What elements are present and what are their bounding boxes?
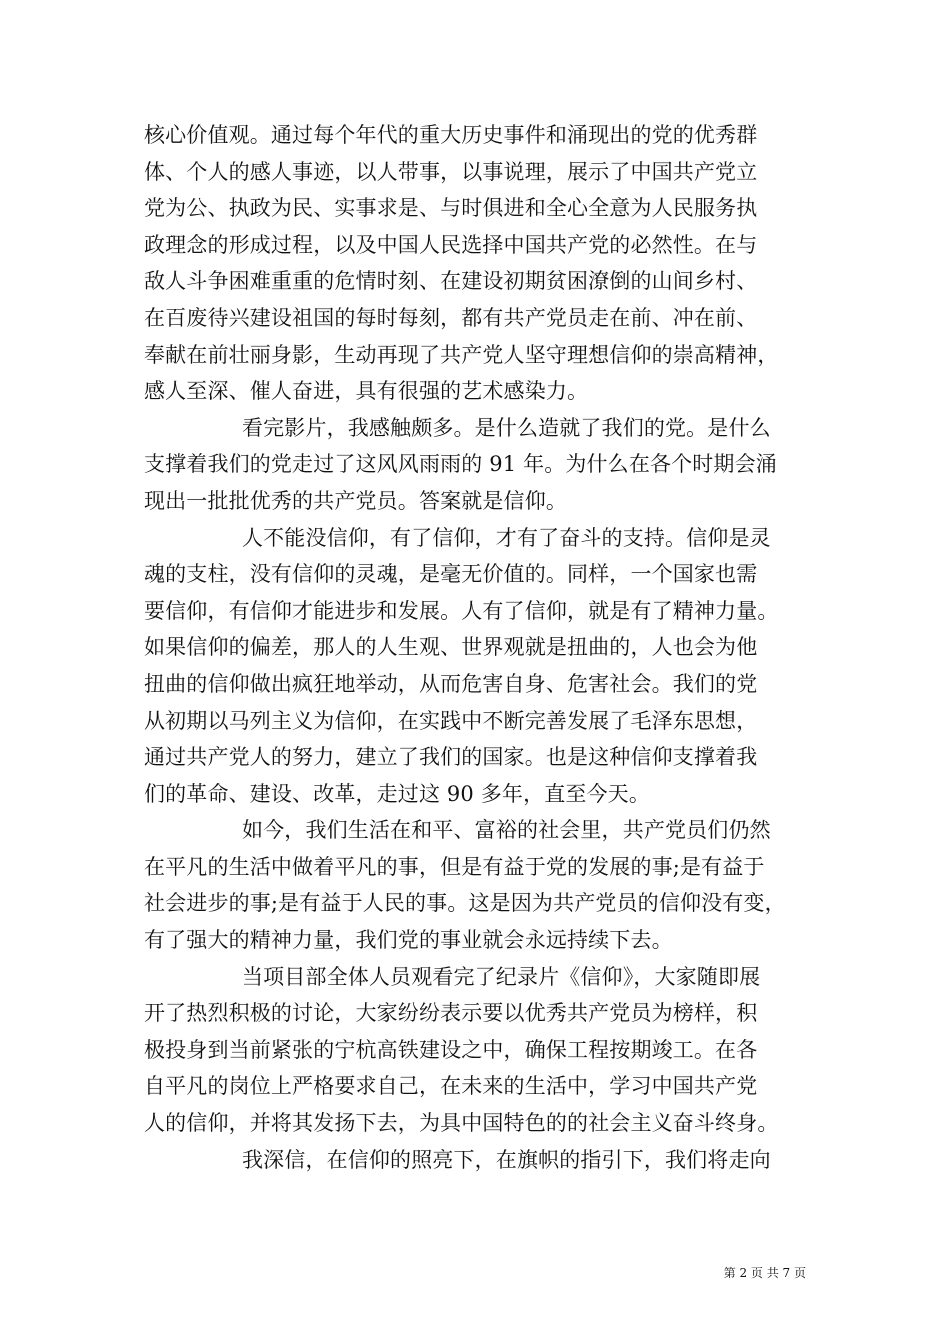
text-line: 社会进步的事;是有益于人民的事。这是因为共产党员的信仰没有变， bbox=[144, 891, 786, 916]
paragraph-start-line: 如今，我们生活在和平、富裕的社会里，共产党员们仍然 bbox=[242, 818, 771, 843]
text-line: 扭曲的信仰做出疯狂地举动，从而危害自身、危害社会。我们的党 bbox=[144, 671, 758, 696]
text-line: 极投身到当前紧张的宁杭高铁建设之中，确保工程按期竣工。在各 bbox=[144, 1037, 758, 1062]
text-line: 开了热烈积极的讨论，大家纷纷表示要以优秀共产党员为榜样，积 bbox=[144, 1001, 758, 1026]
text-line: 感人至深、催人奋进，具有很强的艺术感染力。 bbox=[144, 379, 589, 404]
text-line: 要信仰，有信仰才能进步和发展。人有了信仰，就是有了精神力量。 bbox=[144, 598, 779, 623]
text-line: 现出一批批优秀的共产党员。答案就是信仰。 bbox=[144, 488, 567, 513]
text-line: 在百废待兴建设祖国的每时每刻，都有共产党员走在前、冲在前、 bbox=[144, 305, 758, 330]
text-line: 政理念的形成过程，以及中国人民选择中国共产党的必然性。在与 bbox=[144, 232, 758, 257]
text-line: 从初期以马列主义为信仰，在实践中不断完善发展了毛泽东思想， bbox=[144, 708, 758, 733]
text-line: 有了强大的精神力量，我们党的事业就会永远持续下去。 bbox=[144, 928, 673, 953]
text-line: 在平凡的生活中做着平凡的事，但是有益于党的发展的事;是有益于 bbox=[144, 854, 765, 879]
text-line: 人的信仰，并将其发扬下去，为具中国特色的的社会主义奋斗终身。 bbox=[144, 1111, 779, 1136]
paragraph-start-line: 当项目部全体人员观看完了纪录片《信仰》，大家随即展 bbox=[242, 964, 761, 989]
text-line: 体、个人的感人事迹，以人带事，以事说理，展示了中国共产党立 bbox=[144, 159, 758, 184]
text-line: 魂的支柱，没有信仰的灵魂，是毫无价值的。同样，一个国家也需 bbox=[144, 562, 758, 587]
body-text bbox=[144, 117, 844, 1178]
text-line: 自平凡的岗位上严格要求自己，在未来的生活中，学习中国共产党 bbox=[144, 1074, 758, 1099]
page-number-footer: 第 2 页 共 7 页 bbox=[723, 1266, 806, 1280]
paragraph-start-line: 我深信，在信仰的照亮下，在旗帜的指引下，我们将走向 bbox=[242, 1147, 771, 1172]
text-line: 如果信仰的偏差，那人的人生观、世界观就是扭曲的，人也会为他 bbox=[144, 635, 758, 660]
text-line: 们的革命、建设、改革，走过这 90 多年，直至今天。 bbox=[144, 781, 650, 806]
text-line: 奉献在前壮丽身影，生动再现了共产党人坚守理想信仰的崇高精神， bbox=[144, 342, 779, 367]
paragraph-start-line: 看完影片，我感触颇多。是什么造就了我们的党。是什么 bbox=[242, 415, 771, 440]
text-line: 支撑着我们的党走过了这风风雨雨的 91 年。为什么在各个时期会涌 bbox=[144, 452, 777, 477]
text-line: 党为公、执政为民、实事求是、与时俱进和全心全意为人民服务执 bbox=[144, 196, 758, 221]
text-line: 敌人斗争困难重重的危情时刻、在建设初期贫困潦倒的山间乡村、 bbox=[144, 269, 758, 294]
text-line: 核心价值观。通过每个年代的重大历史事件和涌现出的党的优秀群 bbox=[144, 123, 758, 147]
text-line: 通过共产党人的努力，建立了我们的国家。也是这种信仰支撑着我 bbox=[144, 745, 758, 770]
paragraph-start-line: 人不能没信仰，有了信仰，才有了奋斗的支持。信仰是灵 bbox=[242, 525, 771, 550]
